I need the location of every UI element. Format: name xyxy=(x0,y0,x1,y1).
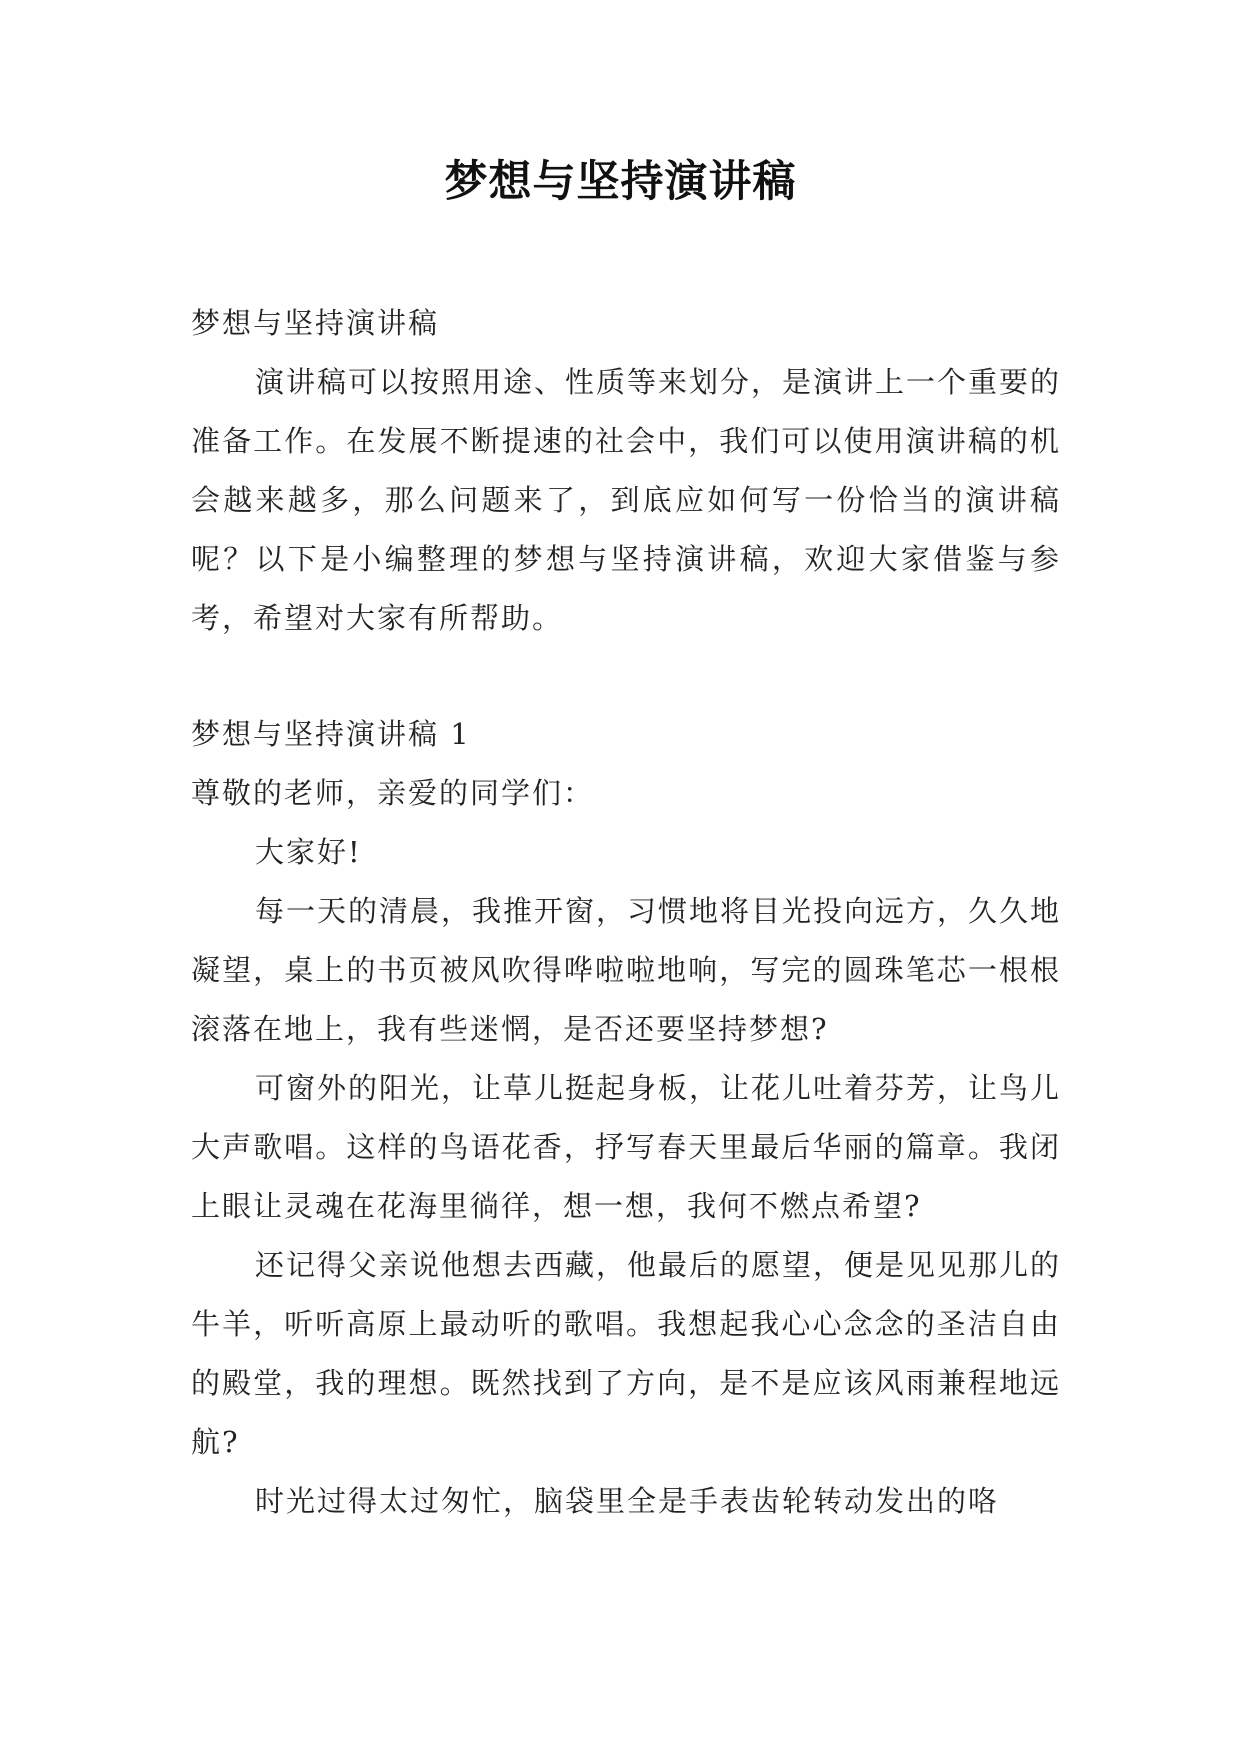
body-paragraph: 可窗外的阳光，让草儿挺起身板，让花儿吐着芬芳，让鸟儿大声歌唱。这样的鸟语花香，抒写春天里最后华丽的篇章。我闭上眼让灵魂在花海里徜徉，想一想，我何不燃点希望? xyxy=(191,1071,1062,1223)
body-paragraph: 还记得父亲说他想去西藏，他最后的愿望，便是见见那儿的牛羊，听听高原上最动听的歌唱。我想起我心心念念的圣洁自由的殿堂，我的理想。既然找到了方向，是不是应该风雨兼程地远航? xyxy=(191,1248,1062,1459)
document-body xyxy=(191,294,1061,1531)
salutation: 尊敬的老师，亲爱的同学们： xyxy=(191,776,595,810)
body-paragraph: 时光过得太过匆忙，脑袋里全是手表齿轮转动发出的咯 xyxy=(255,1484,1000,1518)
section-heading: 梦想与坚持演讲稿 1 xyxy=(191,717,471,751)
greeting: 大家好! xyxy=(255,835,362,869)
body-paragraph: 每一天的清晨，我推开窗，习惯地将目光投向远方，久久地凝望，桌上的书页被风吹得哗啦啦地响，写完的圆珠笔芯一根根滚落在地上，我有些迷惘，是否还要坚持梦想? xyxy=(191,894,1062,1046)
intro-paragraph: 演讲稿可以按照用途、性质等来划分，是演讲上一个重要的准备工作。在发展不断提速的社会中，我们可以使用演讲稿的机会越来越多，那么问题来了，到底应如何写一份恰当的演讲稿呢？以下是小编整理的梦想与坚持演讲稿，欢迎大家借鉴与参考，希望对大家有所帮助。 xyxy=(191,365,1062,635)
document-heading: 梦想与坚持演讲稿 xyxy=(191,306,440,340)
document-title: 梦想与坚持演讲稿 xyxy=(444,157,797,207)
